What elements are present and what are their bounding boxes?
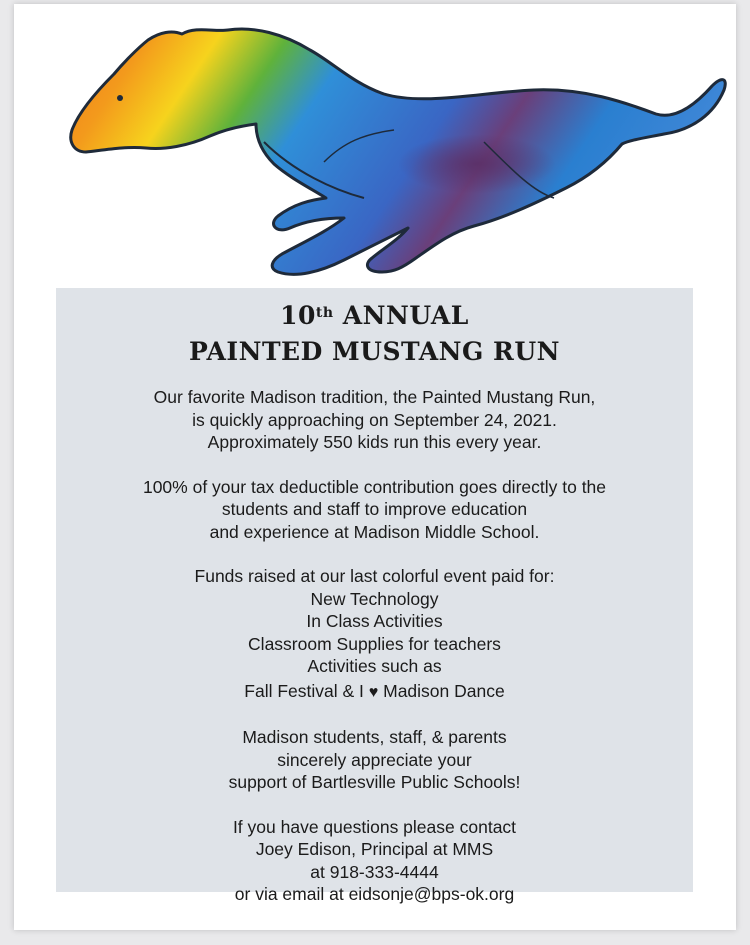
painted-mustang-horse-icon xyxy=(64,22,729,284)
list-item: Activities such as xyxy=(307,656,442,676)
appreciation-paragraph: Madison students, staff, & parents sincerely appreciate your support of Bartlesville Public Schools! xyxy=(228,727,521,792)
heart-icon: ♥ xyxy=(368,683,379,701)
contact-email: or via email at eidsonje@bps-ok.org xyxy=(234,884,515,904)
list-item: Fall Festival & I ♥ Madison Dance xyxy=(244,680,505,701)
flyer-sheet xyxy=(14,4,736,930)
list-item: Classroom Supplies for teachers xyxy=(248,633,501,654)
event-title-line1: 10th ANNUAL xyxy=(280,301,469,330)
intro-paragraph: Our favorite Madison tradition, the Painted Mustang Run, is quickly approaching on September 24, 2021. Approximately 550 kids run this every year. xyxy=(153,387,596,452)
list-item: New Technology xyxy=(310,588,439,609)
funds-heading: Funds raised at our last colorful event paid for: xyxy=(194,566,555,586)
event-title-line2: PAINTED MUSTANG RUN xyxy=(189,337,560,366)
funds-list xyxy=(56,565,693,704)
list-item: In Class Activities xyxy=(306,611,443,631)
event-info-panel xyxy=(56,288,693,904)
contact-paragraph: If you have questions please contact Joey Edison, Principal at MMS at 918-333-4444 or via email at eidsonje@bps-ok.org xyxy=(56,816,693,906)
contribution-paragraph: 100% of your tax deductible contribution goes directly to the students and staff to improve education and experience at Madison Middle School. xyxy=(142,476,607,542)
mustang-logo xyxy=(64,22,729,284)
